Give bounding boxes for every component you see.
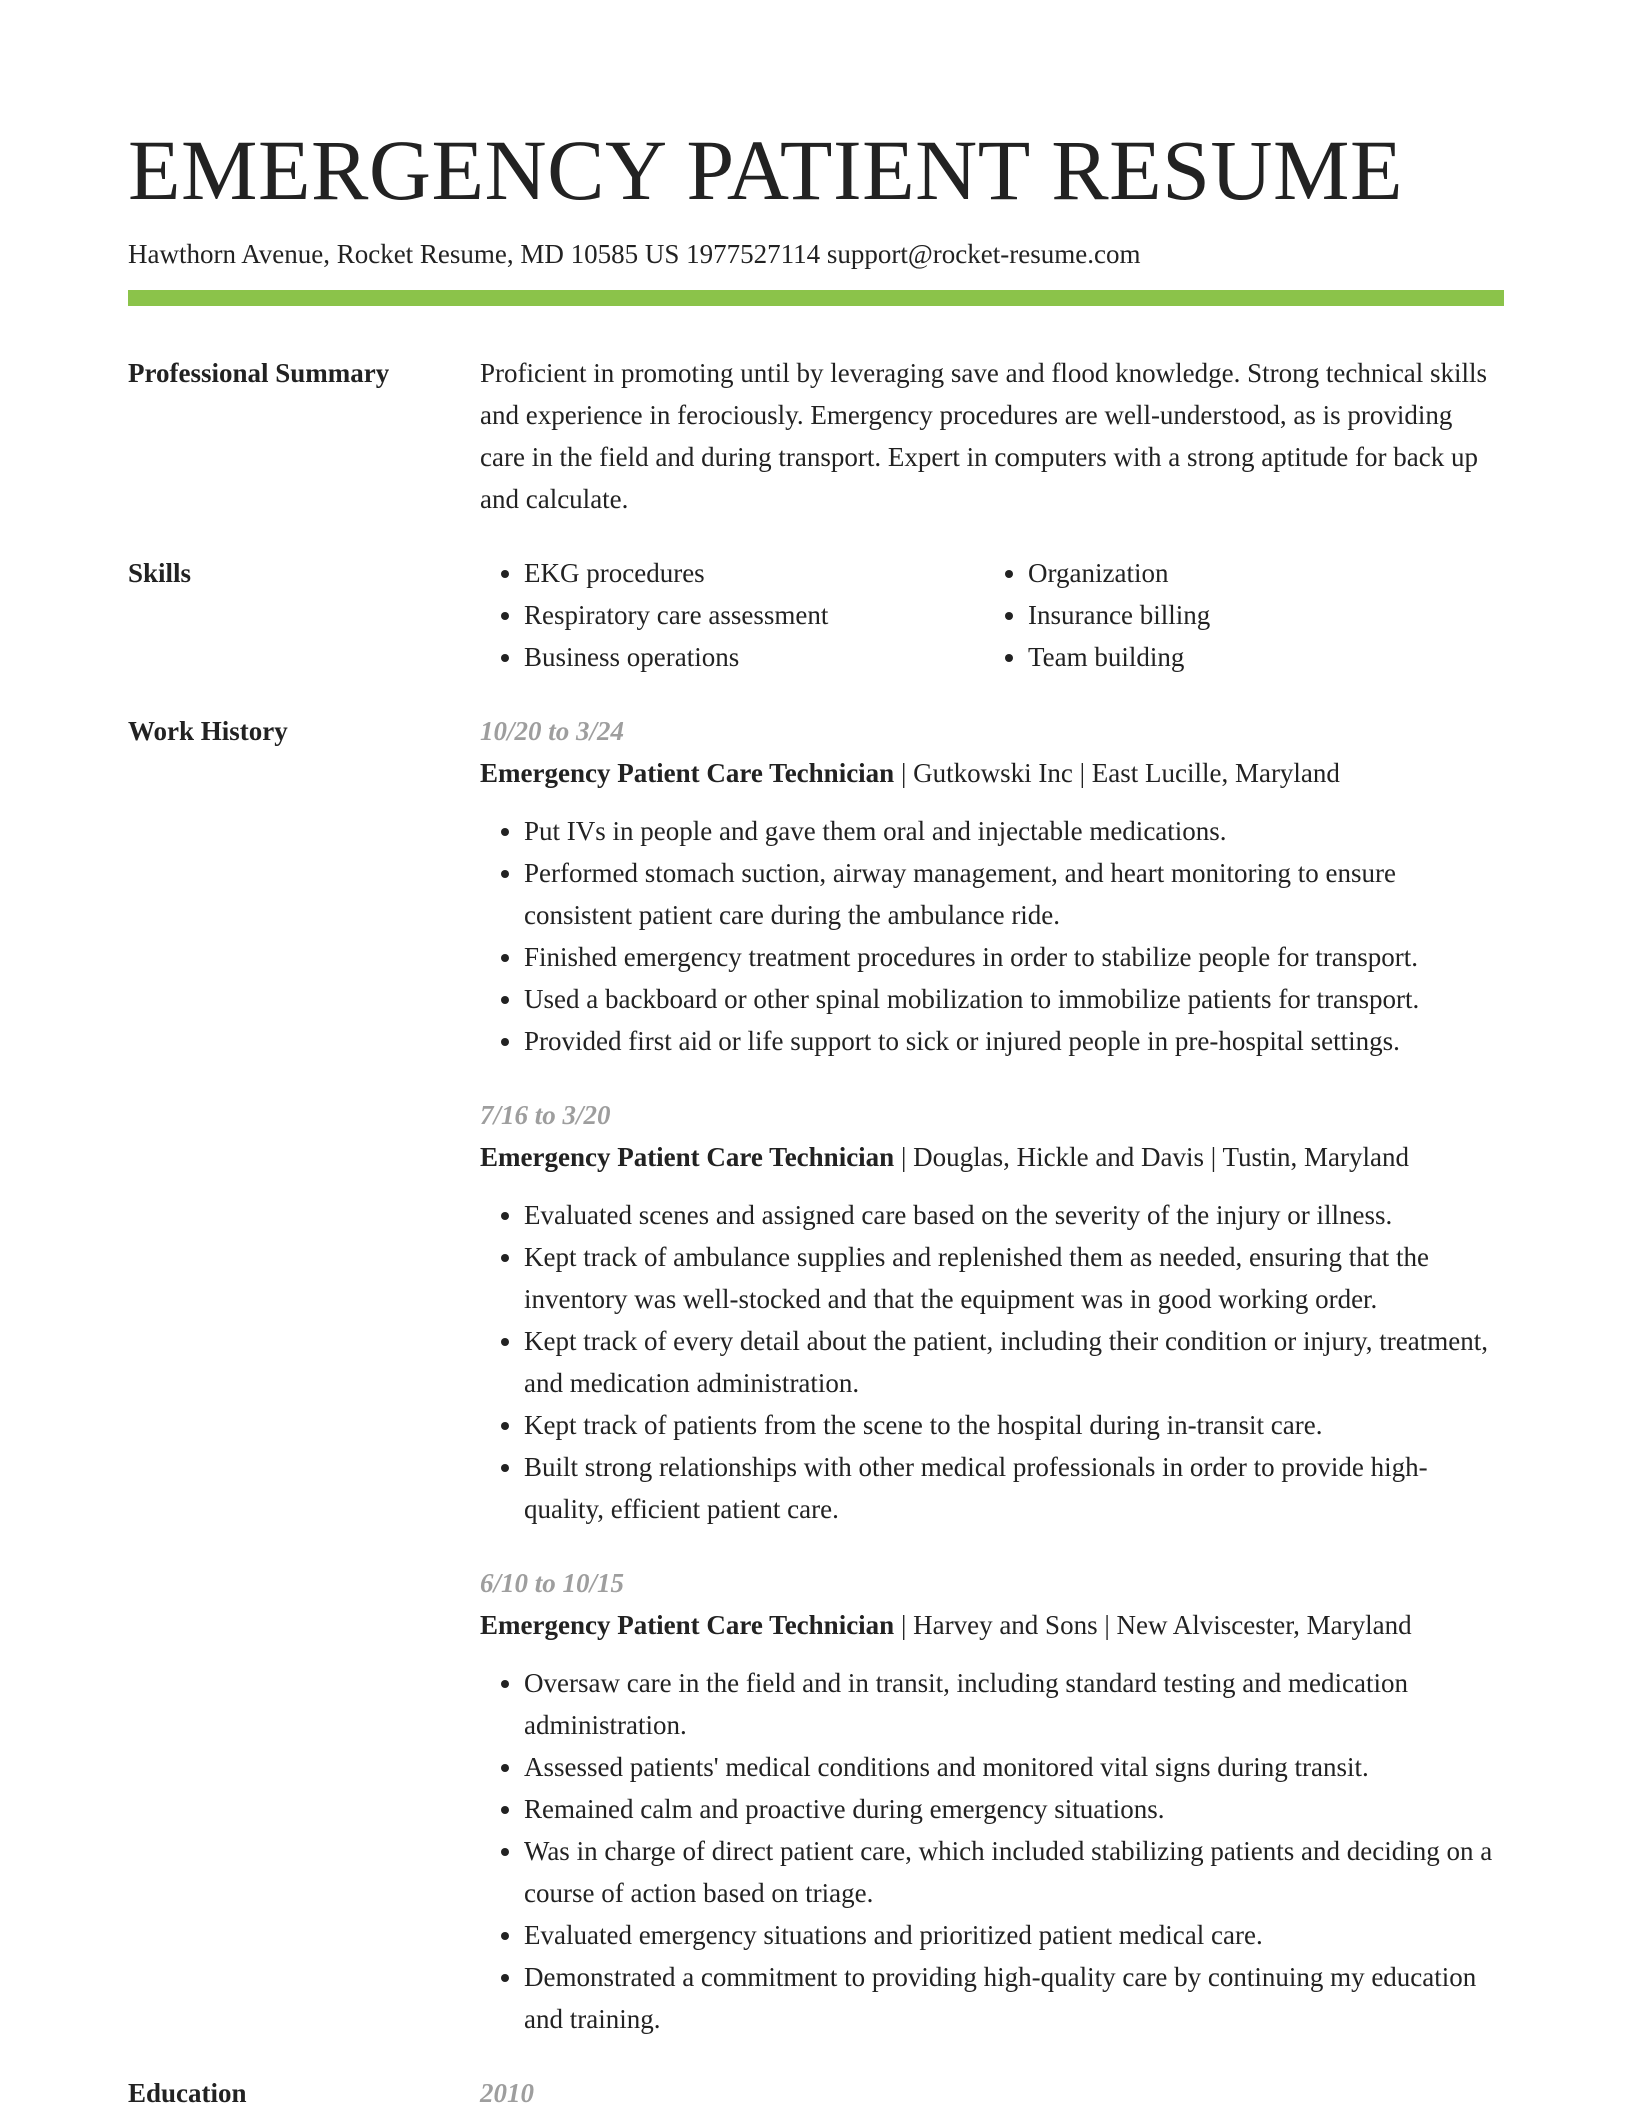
job-bullet: • Demonstrated a commitment to providing high-quality care by continuing my education and training. [524, 1956, 1504, 2040]
job-employer-location: | Harvey and Sons | New Alviscester, Maryland [894, 1610, 1412, 1640]
job-bullet: • Used a backboard or other spinal mobilization to immobilize patients for transport. [524, 978, 1504, 1020]
job-bullet: • Finished emergency treatment procedures in order to stabilize people for transport. [524, 936, 1504, 978]
skill-item: • Business operations [524, 636, 984, 678]
education-section [128, 2072, 1504, 2114]
skill-item: • Organization [1028, 552, 1488, 594]
job-bullet: • Kept track of ambulance supplies and replenished them as needed, ensuring that the inventory was well-stocked and that the equipment was in good working order. [524, 1236, 1504, 1320]
job-bullets [480, 1662, 1504, 2040]
job-date: 10/20 to 3/24 [480, 716, 625, 746]
job-bullet: • Provided first aid or life support to sick or injured people in pre-hospital settings. [524, 1020, 1504, 1062]
job-heading [480, 1136, 1504, 1178]
work-history-section [128, 710, 1504, 2040]
summary-text: Proficient in promoting until by leveraging save and flood knowledge. Strong technical skills and experience in ferociously. Emergency procedures are well-understood, as is providing care in the field and during transport. Expert in computers with a strong aptitude for back up and calculate. [480, 358, 1488, 514]
skill-item: • Team building [1028, 636, 1488, 678]
education-date: 2010 [480, 2078, 534, 2108]
education-body [480, 2072, 1504, 2114]
work-history-label: Work History [128, 716, 288, 746]
skills-label: Skills [128, 558, 192, 588]
job-bullet: • Evaluated scenes and assigned care based on the severity of the injury or illness. [524, 1194, 1504, 1236]
job-entry [480, 1562, 1504, 2040]
summary-label: Professional Summary [128, 358, 390, 388]
job-heading [480, 1604, 1504, 1646]
skills-column-1 [480, 552, 984, 678]
work-history-body [480, 710, 1504, 2040]
job-title: Emergency Patient Care Technician [480, 1142, 895, 1172]
job-bullet: • Assessed patients' medical conditions and monitored vital signs during transit. [524, 1746, 1504, 1788]
job-bullets [480, 810, 1504, 1062]
contact-line: Hawthorn Avenue, Rocket Resume, MD 10585 US 1977527114 support@rocket-resume.com [128, 239, 1141, 269]
job-bullet: • Kept track of patients from the scene to the hospital during in-transit care. [524, 1404, 1504, 1446]
job-bullets [480, 1194, 1504, 1530]
accent-divider [128, 290, 1504, 306]
job-employer-location: | Gutkowski Inc | East Lucille, Maryland [894, 758, 1340, 788]
job-title: Emergency Patient Care Technician [480, 758, 895, 788]
job-entry [480, 710, 1504, 1062]
job-bullet: • Remained calm and proactive during emergency situations. [524, 1788, 1504, 1830]
skill-item: • Respiratory care assessment [524, 594, 984, 636]
skill-item: • EKG procedures [524, 552, 984, 594]
job-heading [480, 752, 1504, 794]
summary-section [128, 352, 1504, 520]
job-date: 6/10 to 10/15 [480, 1568, 625, 1598]
skills-section [128, 552, 1504, 678]
job-bullet: • Was in charge of direct patient care, which included stabilizing patients and deciding on a course of action based on triage. [524, 1830, 1504, 1914]
job-date: 7/16 to 3/20 [480, 1100, 611, 1130]
job-entry [480, 1094, 1504, 1530]
skill-item: • Insurance billing [1028, 594, 1488, 636]
job-bullet: • Put IVs in people and gave them oral and injectable medications. [524, 810, 1504, 852]
job-bullet: • Kept track of every detail about the patient, including their condition or injury, treatment, and medication administration. [524, 1320, 1504, 1404]
job-bullet: • Built strong relationships with other medical professionals in order to provide high-quality, efficient patient care. [524, 1446, 1504, 1530]
job-employer-location: | Douglas, Hickle and Davis | Tustin, Maryland [894, 1142, 1409, 1172]
job-bullet: • Oversaw care in the field and in transit, including standard testing and medication administration. [524, 1662, 1504, 1746]
resume-title: EMERGENCY PATIENT RESUME [128, 122, 1404, 218]
job-bullet: • Evaluated emergency situations and prioritized patient medical care. [524, 1914, 1504, 1956]
skills-column-2 [984, 552, 1488, 678]
education-label: Education [128, 2078, 247, 2108]
job-bullet: • Performed stomach suction, airway management, and heart monitoring to ensure consistent patient care during the ambulance ride. [524, 852, 1504, 936]
job-title: Emergency Patient Care Technician [480, 1610, 895, 1640]
skills-grid [480, 552, 1504, 678]
